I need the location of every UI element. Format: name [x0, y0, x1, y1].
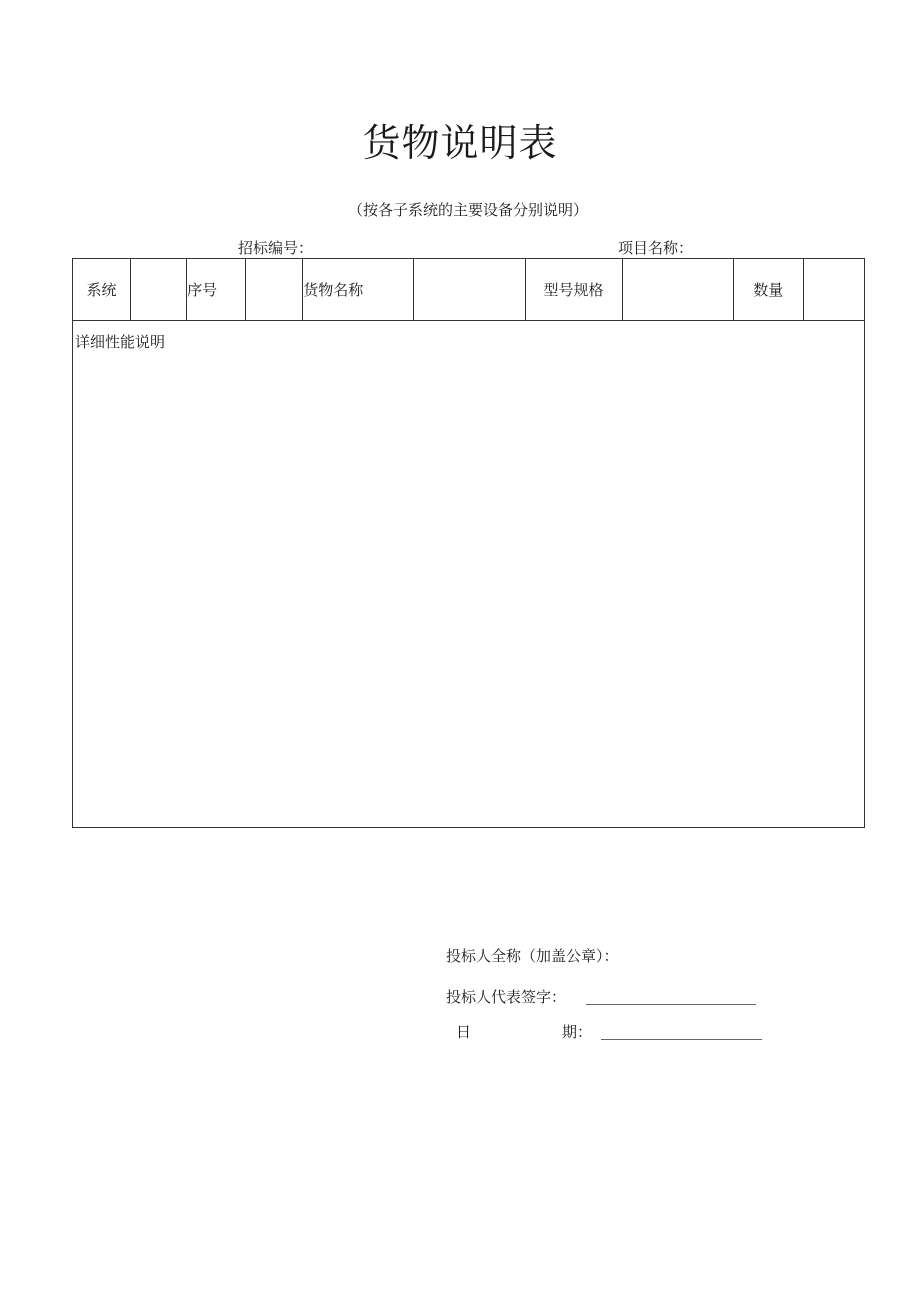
date-label-day: 日 — [456, 1023, 472, 1041]
date-signature-line[interactable] — [601, 1039, 762, 1040]
tender-number-label: 招标编号： — [238, 239, 314, 257]
header-cell-goods-name: 货物名称 — [303, 259, 414, 321]
header-cell-system: 系统 — [73, 259, 131, 321]
document-title: 货物说明表 — [362, 121, 558, 165]
header-cell-model-spec-value[interactable] — [622, 259, 733, 321]
bidder-name-label: 投标人全称（加盖公章）： — [446, 947, 619, 965]
header-cell-quantity: 数量 — [733, 259, 803, 321]
detail-description-label: 详细性能说明 — [75, 333, 166, 351]
table-detail-row — [73, 321, 865, 828]
detail-description-cell[interactable] — [73, 321, 865, 828]
header-cell-goods-name-value[interactable] — [414, 259, 525, 321]
document-subtitle: （按各子系统的主要设备分别说明） — [347, 201, 588, 219]
representative-signature-line[interactable] — [586, 1004, 756, 1005]
header-cell-serial-no-value[interactable] — [246, 259, 303, 321]
project-name-label: 项目名称： — [618, 239, 694, 257]
header-cell-serial-no: 序号 — [187, 259, 246, 321]
date-label-period: 期： — [562, 1023, 593, 1041]
representative-signature-label: 投标人代表签字： — [446, 988, 567, 1006]
header-cell-quantity-value[interactable] — [803, 259, 864, 321]
header-cell-model-spec: 型号规格 — [525, 259, 622, 321]
header-cell-system-value[interactable] — [131, 259, 187, 321]
goods-table — [72, 258, 865, 828]
table-header-row — [73, 259, 865, 321]
